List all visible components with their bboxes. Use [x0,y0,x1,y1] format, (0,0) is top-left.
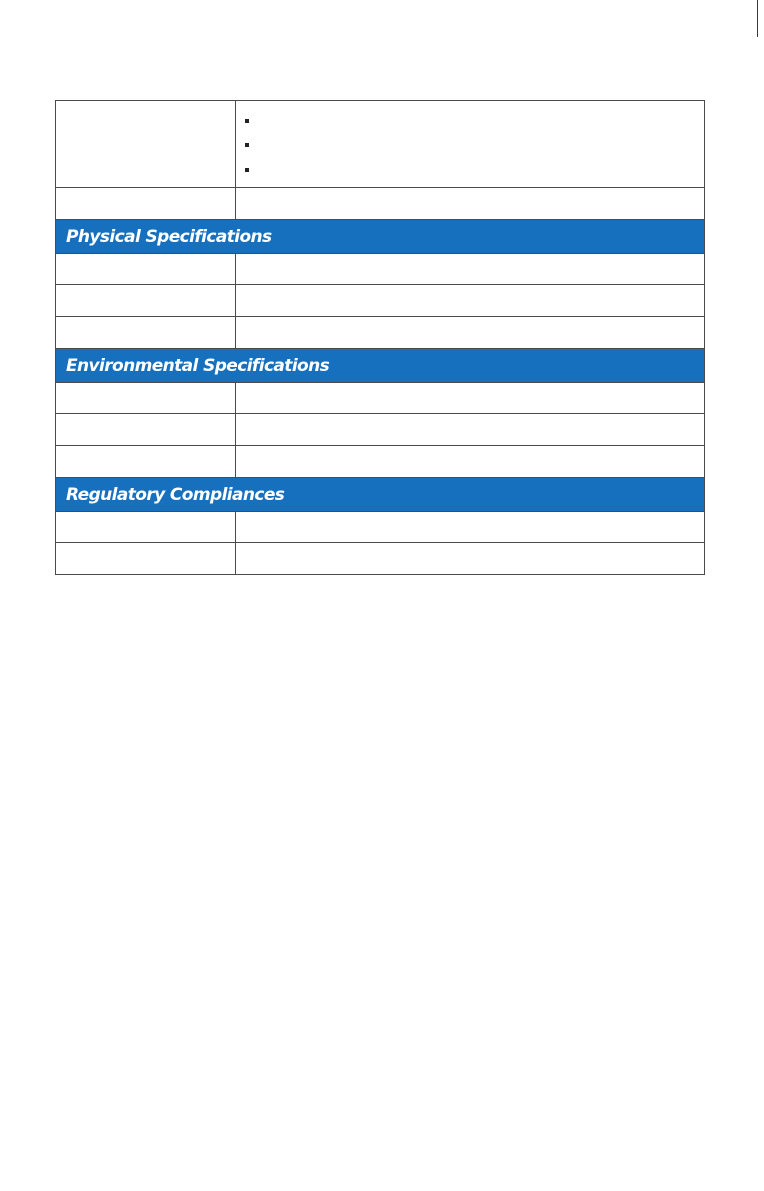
row-value-cell [236,317,704,348]
row-label-cell [56,285,236,316]
table-row [56,284,704,316]
row-value-cell [236,446,704,477]
table-row [56,187,704,219]
square-bullet-icon [245,168,249,172]
table-row [56,413,704,445]
row-label-cell [56,512,236,542]
section-header-environmental [56,348,704,382]
section-title: Environmental Specifications [66,355,330,376]
row-value-cell [236,414,704,445]
table-row [56,382,704,413]
row-label-cell [56,101,236,187]
row-label-cell [56,317,236,348]
table-row [56,542,704,574]
section-header-physical [56,219,704,253]
square-bullet-icon [245,119,249,123]
table-row [56,253,704,284]
square-bullet-icon [245,143,249,147]
row-label-cell [56,383,236,413]
section-title: Regulatory Compliances [66,484,285,505]
section-header-regulatory [56,477,704,511]
table-row [56,511,704,542]
row-value-cell [236,383,704,413]
table-row [56,101,704,187]
row-label-cell [56,414,236,445]
row-label-cell [56,188,236,219]
row-value-cell [236,285,704,316]
page-edge-mark [757,0,758,37]
row-value-cell [236,101,704,187]
row-label-cell [56,543,236,574]
table-row [56,316,704,348]
row-value-cell [236,254,704,284]
row-label-cell [56,254,236,284]
row-value-cell [236,188,704,219]
table-row [56,445,704,477]
row-value-cell [236,543,704,574]
row-label-cell [56,446,236,477]
row-value-cell [236,512,704,542]
spec-table [55,100,705,575]
section-title: Physical Specifications [66,226,272,247]
